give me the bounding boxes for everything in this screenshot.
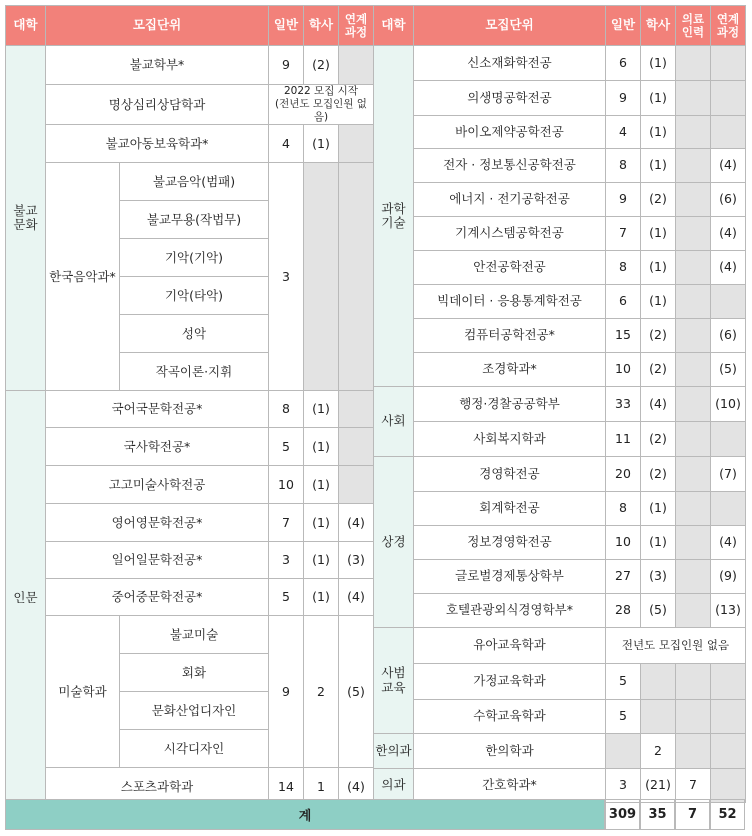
medical-count	[676, 285, 711, 319]
linked-count: (3)	[339, 542, 374, 579]
general-count: 8	[606, 492, 641, 526]
college-medicine: 의과	[374, 769, 414, 803]
medical-count	[676, 664, 711, 700]
medical-count: 7	[676, 769, 711, 803]
college-science-tech: 과학 기술	[374, 46, 414, 387]
unit-label: 고고미술사학전공	[46, 466, 269, 504]
linked-count: (10)	[711, 387, 746, 422]
unit-label: 수학교육학과	[414, 700, 606, 734]
unit-label: 글로벌경제통상학부	[414, 560, 606, 594]
general-count: 5	[606, 664, 641, 700]
unit-label: 회계학전공	[414, 492, 606, 526]
linked-count	[339, 466, 374, 504]
unit-label: 전자 · 정보통신공학전공	[414, 149, 606, 183]
linked-count	[711, 700, 746, 734]
header-college: 대학	[6, 6, 46, 46]
major-label: 불교음악(범패)	[120, 163, 269, 201]
major-label: 문화산업디자인	[120, 692, 269, 730]
linked-count: (4)	[339, 504, 374, 542]
bachelor-count: (1)	[641, 46, 676, 81]
bachelor-count: (21)	[641, 769, 676, 803]
left-table	[5, 5, 374, 806]
major-label: 불교미술	[120, 616, 269, 654]
linked-count: (6)	[711, 319, 746, 353]
general-count: 8	[606, 149, 641, 183]
general-count: 33	[606, 387, 641, 422]
bachelor-count: (1)	[641, 285, 676, 319]
linked-count: (6)	[711, 183, 746, 217]
college-education: 사범 교육	[374, 628, 414, 734]
unit-label: 불교학부*	[46, 46, 269, 85]
college-humanities: 인문	[6, 391, 46, 806]
unit-label: 영어영문학전공*	[46, 504, 269, 542]
bachelor-count: (2)	[641, 353, 676, 387]
bachelor-count: (1)	[641, 149, 676, 183]
medical-count	[676, 81, 711, 116]
medical-count	[676, 116, 711, 149]
bachelor-count: (3)	[641, 560, 676, 594]
bachelor-count: (1)	[641, 492, 676, 526]
bachelor-count: (1)	[641, 251, 676, 285]
medical-count	[676, 251, 711, 285]
bachelor-count: 2	[304, 616, 339, 768]
linked-count	[711, 285, 746, 319]
bachelor-count: (1)	[304, 125, 339, 163]
linked-count	[711, 422, 746, 457]
note-new-program: 2022 모집 시작 (전년도 모집인원 없음)	[269, 85, 374, 125]
total-row	[5, 799, 745, 830]
linked-count	[711, 664, 746, 700]
general-count: 10	[606, 353, 641, 387]
unit-label: 안전공학전공	[414, 251, 606, 285]
general-count: 6	[606, 285, 641, 319]
unit-label: 가정교육학과	[414, 664, 606, 700]
header-bachelor: 학사	[641, 6, 676, 46]
general-count: 11	[606, 422, 641, 457]
medical-count	[676, 457, 711, 492]
bachelor-count: (1)	[304, 542, 339, 579]
unit-label: 국사학전공*	[46, 428, 269, 466]
bachelor-count: (2)	[641, 457, 676, 492]
bachelor-count: (1)	[641, 526, 676, 560]
college-buddhist-culture: 불교 문화	[6, 46, 46, 391]
college-oriental-medicine: 한의과	[374, 734, 414, 769]
unit-label: 유아교육학과	[414, 628, 606, 664]
unit-label: 행정·경찰공공학부	[414, 387, 606, 422]
linked-count: (4)	[711, 149, 746, 183]
bachelor-count: (2)	[641, 422, 676, 457]
bachelor-count: (2)	[304, 46, 339, 85]
general-count: 7	[269, 504, 304, 542]
general-count: 9	[269, 616, 304, 768]
bachelor-count	[304, 163, 339, 391]
total-medical: 7	[675, 799, 710, 830]
medical-count	[676, 183, 711, 217]
medical-count	[676, 422, 711, 457]
unit-label: 사회복지학과	[414, 422, 606, 457]
unit-label: 기계시스템공학전공	[414, 217, 606, 251]
medical-count	[676, 319, 711, 353]
linked-count	[711, 769, 746, 803]
unit-label: 빅데이터 · 응용통계학전공	[414, 285, 606, 319]
header-linked: 연계 과정	[339, 6, 374, 46]
linked-count	[339, 428, 374, 466]
total-bachelor: 35	[640, 799, 675, 830]
linked-count	[711, 46, 746, 81]
general-count: 27	[606, 560, 641, 594]
bachelor-count: 1	[304, 768, 339, 806]
general-count	[606, 734, 641, 769]
bachelor-count: (1)	[304, 428, 339, 466]
general-count: 10	[269, 466, 304, 504]
linked-count	[711, 116, 746, 149]
linked-count: (4)	[711, 526, 746, 560]
general-count: 6	[606, 46, 641, 81]
bachelor-count: (1)	[641, 116, 676, 149]
bachelor-count: (2)	[641, 183, 676, 217]
dept-korean-music: 한국음악과*	[46, 163, 120, 391]
right-table	[373, 5, 746, 803]
medical-count	[676, 526, 711, 560]
medical-count	[676, 149, 711, 183]
general-count: 4	[269, 125, 304, 163]
dept-fine-arts: 미술학과	[46, 616, 120, 768]
total-label: 계	[5, 799, 605, 830]
bachelor-count: (1)	[304, 579, 339, 616]
header-bachelor: 학사	[304, 6, 339, 46]
medical-count	[676, 594, 711, 628]
bachelor-count: (2)	[641, 319, 676, 353]
general-count: 9	[606, 183, 641, 217]
unit-label: 일어일문학전공*	[46, 542, 269, 579]
header-medical: 의료 인력	[676, 6, 711, 46]
unit-label: 의생명공학전공	[414, 81, 606, 116]
major-label: 기악(타악)	[120, 277, 269, 315]
header-unit: 모집단위	[46, 6, 269, 46]
bachelor-count: (5)	[641, 594, 676, 628]
unit-label: 불교아동보육학과*	[46, 125, 269, 163]
bachelor-count	[641, 664, 676, 700]
general-count: 10	[606, 526, 641, 560]
medical-count	[676, 353, 711, 387]
major-label: 회화	[120, 654, 269, 692]
linked-count: (4)	[711, 251, 746, 285]
linked-count: (4)	[339, 579, 374, 616]
college-social: 사회	[374, 387, 414, 457]
medical-count	[676, 46, 711, 81]
college-business: 상경	[374, 457, 414, 628]
general-count: 5	[269, 579, 304, 616]
general-count: 5	[606, 700, 641, 734]
bachelor-count: (4)	[641, 387, 676, 422]
general-count: 28	[606, 594, 641, 628]
general-count: 14	[269, 768, 304, 806]
linked-count: (9)	[711, 560, 746, 594]
unit-label: 조경학과*	[414, 353, 606, 387]
header-unit: 모집단위	[414, 6, 606, 46]
linked-count: (7)	[711, 457, 746, 492]
unit-label: 바이오제약공학전공	[414, 116, 606, 149]
bachelor-count: (1)	[641, 81, 676, 116]
major-label: 기악(기악)	[120, 239, 269, 277]
bachelor-count: (1)	[304, 391, 339, 428]
medical-count	[676, 734, 711, 769]
general-count: 8	[606, 251, 641, 285]
general-count: 15	[606, 319, 641, 353]
general-count: 9	[606, 81, 641, 116]
bachelor-count: (1)	[641, 217, 676, 251]
unit-label: 중어중문학전공*	[46, 579, 269, 616]
bachelor-count	[641, 700, 676, 734]
header-college: 대학	[374, 6, 414, 46]
general-count: 4	[606, 116, 641, 149]
note-no-previous: 전년도 모집인원 없음	[606, 628, 746, 664]
linked-count	[711, 81, 746, 116]
unit-label: 에너지 · 전기공학전공	[414, 183, 606, 217]
header-general: 일반	[606, 6, 641, 46]
medical-count	[676, 560, 711, 594]
general-count: 7	[606, 217, 641, 251]
linked-count	[339, 46, 374, 85]
linked-count: (5)	[711, 353, 746, 387]
general-count: 20	[606, 457, 641, 492]
unit-label: 컴퓨터공학전공*	[414, 319, 606, 353]
linked-count	[339, 391, 374, 428]
linked-count	[339, 125, 374, 163]
unit-label: 스포츠과학과	[46, 768, 269, 806]
medical-count	[676, 217, 711, 251]
linked-count: (5)	[339, 616, 374, 768]
major-label: 불교무용(작법무)	[120, 201, 269, 239]
linked-count: (13)	[711, 594, 746, 628]
general-count: 3	[269, 163, 304, 391]
major-label: 시각디자인	[120, 730, 269, 768]
general-count: 9	[269, 46, 304, 85]
header-general: 일반	[269, 6, 304, 46]
general-count: 3	[269, 542, 304, 579]
linked-count	[711, 492, 746, 526]
unit-label: 간호학과*	[414, 769, 606, 803]
unit-label: 호텔관광외식경영학부*	[414, 594, 606, 628]
linked-count	[711, 734, 746, 769]
unit-label: 신소재화학전공	[414, 46, 606, 81]
total-linked: 52	[710, 799, 745, 830]
total-general: 309	[605, 799, 640, 830]
unit-label: 국어국문학전공*	[46, 391, 269, 428]
bachelor-count: (1)	[304, 504, 339, 542]
bachelor-count: 2	[641, 734, 676, 769]
linked-count	[339, 163, 374, 391]
medical-count	[676, 700, 711, 734]
medical-count	[676, 492, 711, 526]
unit-label: 명상심리상담학과	[46, 85, 269, 125]
general-count: 8	[269, 391, 304, 428]
bachelor-count: (1)	[304, 466, 339, 504]
linked-count: (4)	[339, 768, 374, 806]
major-label: 성악	[120, 315, 269, 353]
medical-count	[676, 387, 711, 422]
unit-label: 정보경영학전공	[414, 526, 606, 560]
header-linked: 연계 과정	[711, 6, 746, 46]
general-count: 3	[606, 769, 641, 803]
unit-label: 경영학전공	[414, 457, 606, 492]
general-count: 5	[269, 428, 304, 466]
unit-label: 한의학과	[414, 734, 606, 769]
linked-count: (4)	[711, 217, 746, 251]
major-label: 작곡이론·지휘	[120, 353, 269, 391]
